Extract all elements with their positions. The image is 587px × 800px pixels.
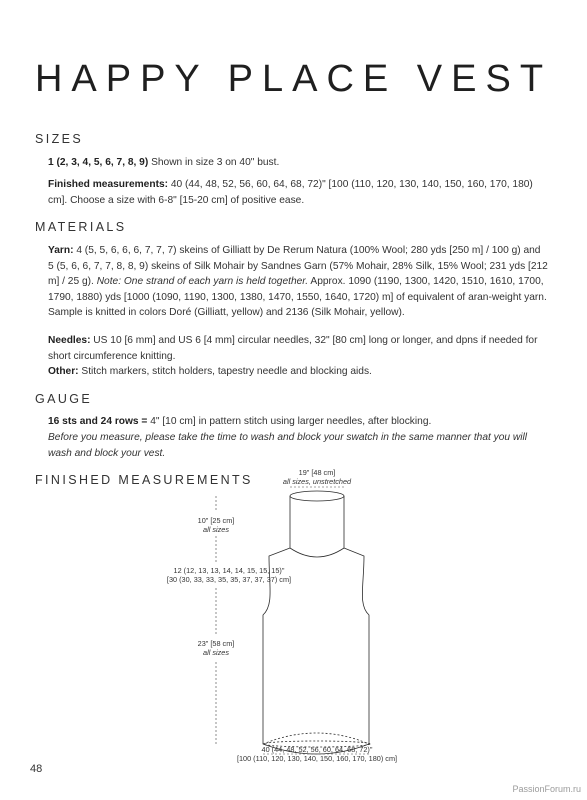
gauge-note: Before you measure, please take the time to wash and block your swatch in the same manner that you will wash and block your vest. [48, 432, 528, 459]
yarn-label: Yarn: [48, 245, 74, 256]
neck-width-label [270, 468, 364, 486]
yarn-text-2: Approx. 1090 (1190, 1300, 1420, 1510, 1610, 1700, 1790, 1880) yds [1000 (1090, 1190, 1300, 1380, 1470, 1550, 1640, 1720) m] of equivalent of aran-weight yarn. Sample is knitted in colors Doré (Gilliatt, yellow) and 2136 (Silk Mohair, yellow). [48, 276, 547, 318]
body-length-note: all sizes [203, 648, 229, 657]
watermark: PassionForum.ru [512, 784, 581, 794]
needles-label: Needles: [48, 335, 91, 346]
collar-height-label [178, 516, 254, 534]
size-list: 1 (2, 3, 4, 5, 6, 7, 8, 9) [48, 157, 149, 168]
body-length-value: 23" [58 cm] [197, 639, 235, 648]
sizes-heading: SIZES [35, 132, 84, 146]
armhole-depth-label [164, 566, 294, 584]
other-text: Stitch markers, stitch holders, tapestry needle and blocking aids. [78, 366, 372, 377]
hem-line-1: 40 (44, 48, 52, 56, 60, 64, 68, 72)" [261, 745, 373, 754]
page-number: 48 [30, 763, 43, 775]
finished-measurements-heading: FINISHED MEASUREMENTS [35, 473, 253, 487]
finished-text: 40 (44, 48, 52, 56, 60, 64, 68, 72)" [100 (110, 120, 130, 140, 150, 160, 170, 180) cm]. Choose a size with 6-8" [15-20 cm] of positive ease. [48, 179, 533, 206]
gauge-heading: GAUGE [35, 392, 93, 406]
yarn-text: 4 (5, 5, 6, 6, 6, 7, 7, 7) skeins of Gilliatt by De Rerum Natura (100% Wool; 280 yds [250 m] / 100 g) and 5 (5, 6, 6, 7, 7, 8, 8, 9) skeins of Silk Mohair by Sandnes Garn (57% Mohair, 28% Silk, 15% Wool; 231 yds [212 m] / 25 g). [48, 245, 548, 287]
other-label: Other: [48, 366, 79, 377]
collar-height-value: 10" [25 cm] [197, 516, 235, 525]
materials-heading: MATERIALS [35, 220, 127, 234]
neck-width-note: all sizes, unstretched [282, 477, 352, 486]
needles-text: US 10 [6 mm] and US 6 [4 mm] circular needles, 32" [80 cm] long or longer, and dpns if needed for short circumference knitting. [48, 335, 538, 362]
page-title: HAPPY PLACE VEST [34, 58, 553, 100]
gauge-text: 4" [10 cm] in pattern stitch using larger needles, after blocking. [147, 416, 432, 427]
collar-top-ellipse [290, 491, 344, 501]
gauge-label: 16 sts and 24 rows = [48, 416, 148, 427]
collar-bottom-curve [290, 548, 344, 557]
hem-width-label [207, 745, 427, 763]
hem-line-2: [100 (110, 120, 130, 140, 150, 160, 170, 180) cm] [236, 754, 398, 763]
hem-back-dashed [263, 733, 369, 744]
armhole-line-1: 12 (12, 13, 13, 14, 14, 15, 15, 15)" [173, 566, 285, 575]
size-text: Shown in size 3 on 40" bust. [148, 157, 280, 168]
armhole-line-2: [30 (30, 33, 33, 35, 35, 37, 37, 37) cm] [166, 575, 292, 584]
collar-height-note: all sizes [203, 525, 229, 534]
finished-label: Finished measurements: [48, 179, 169, 190]
neck-width-value: 19" [48 cm] [298, 468, 336, 477]
yarn-note: Note: One strand of each yarn is held together. [96, 276, 309, 287]
body-length-label [180, 639, 252, 657]
